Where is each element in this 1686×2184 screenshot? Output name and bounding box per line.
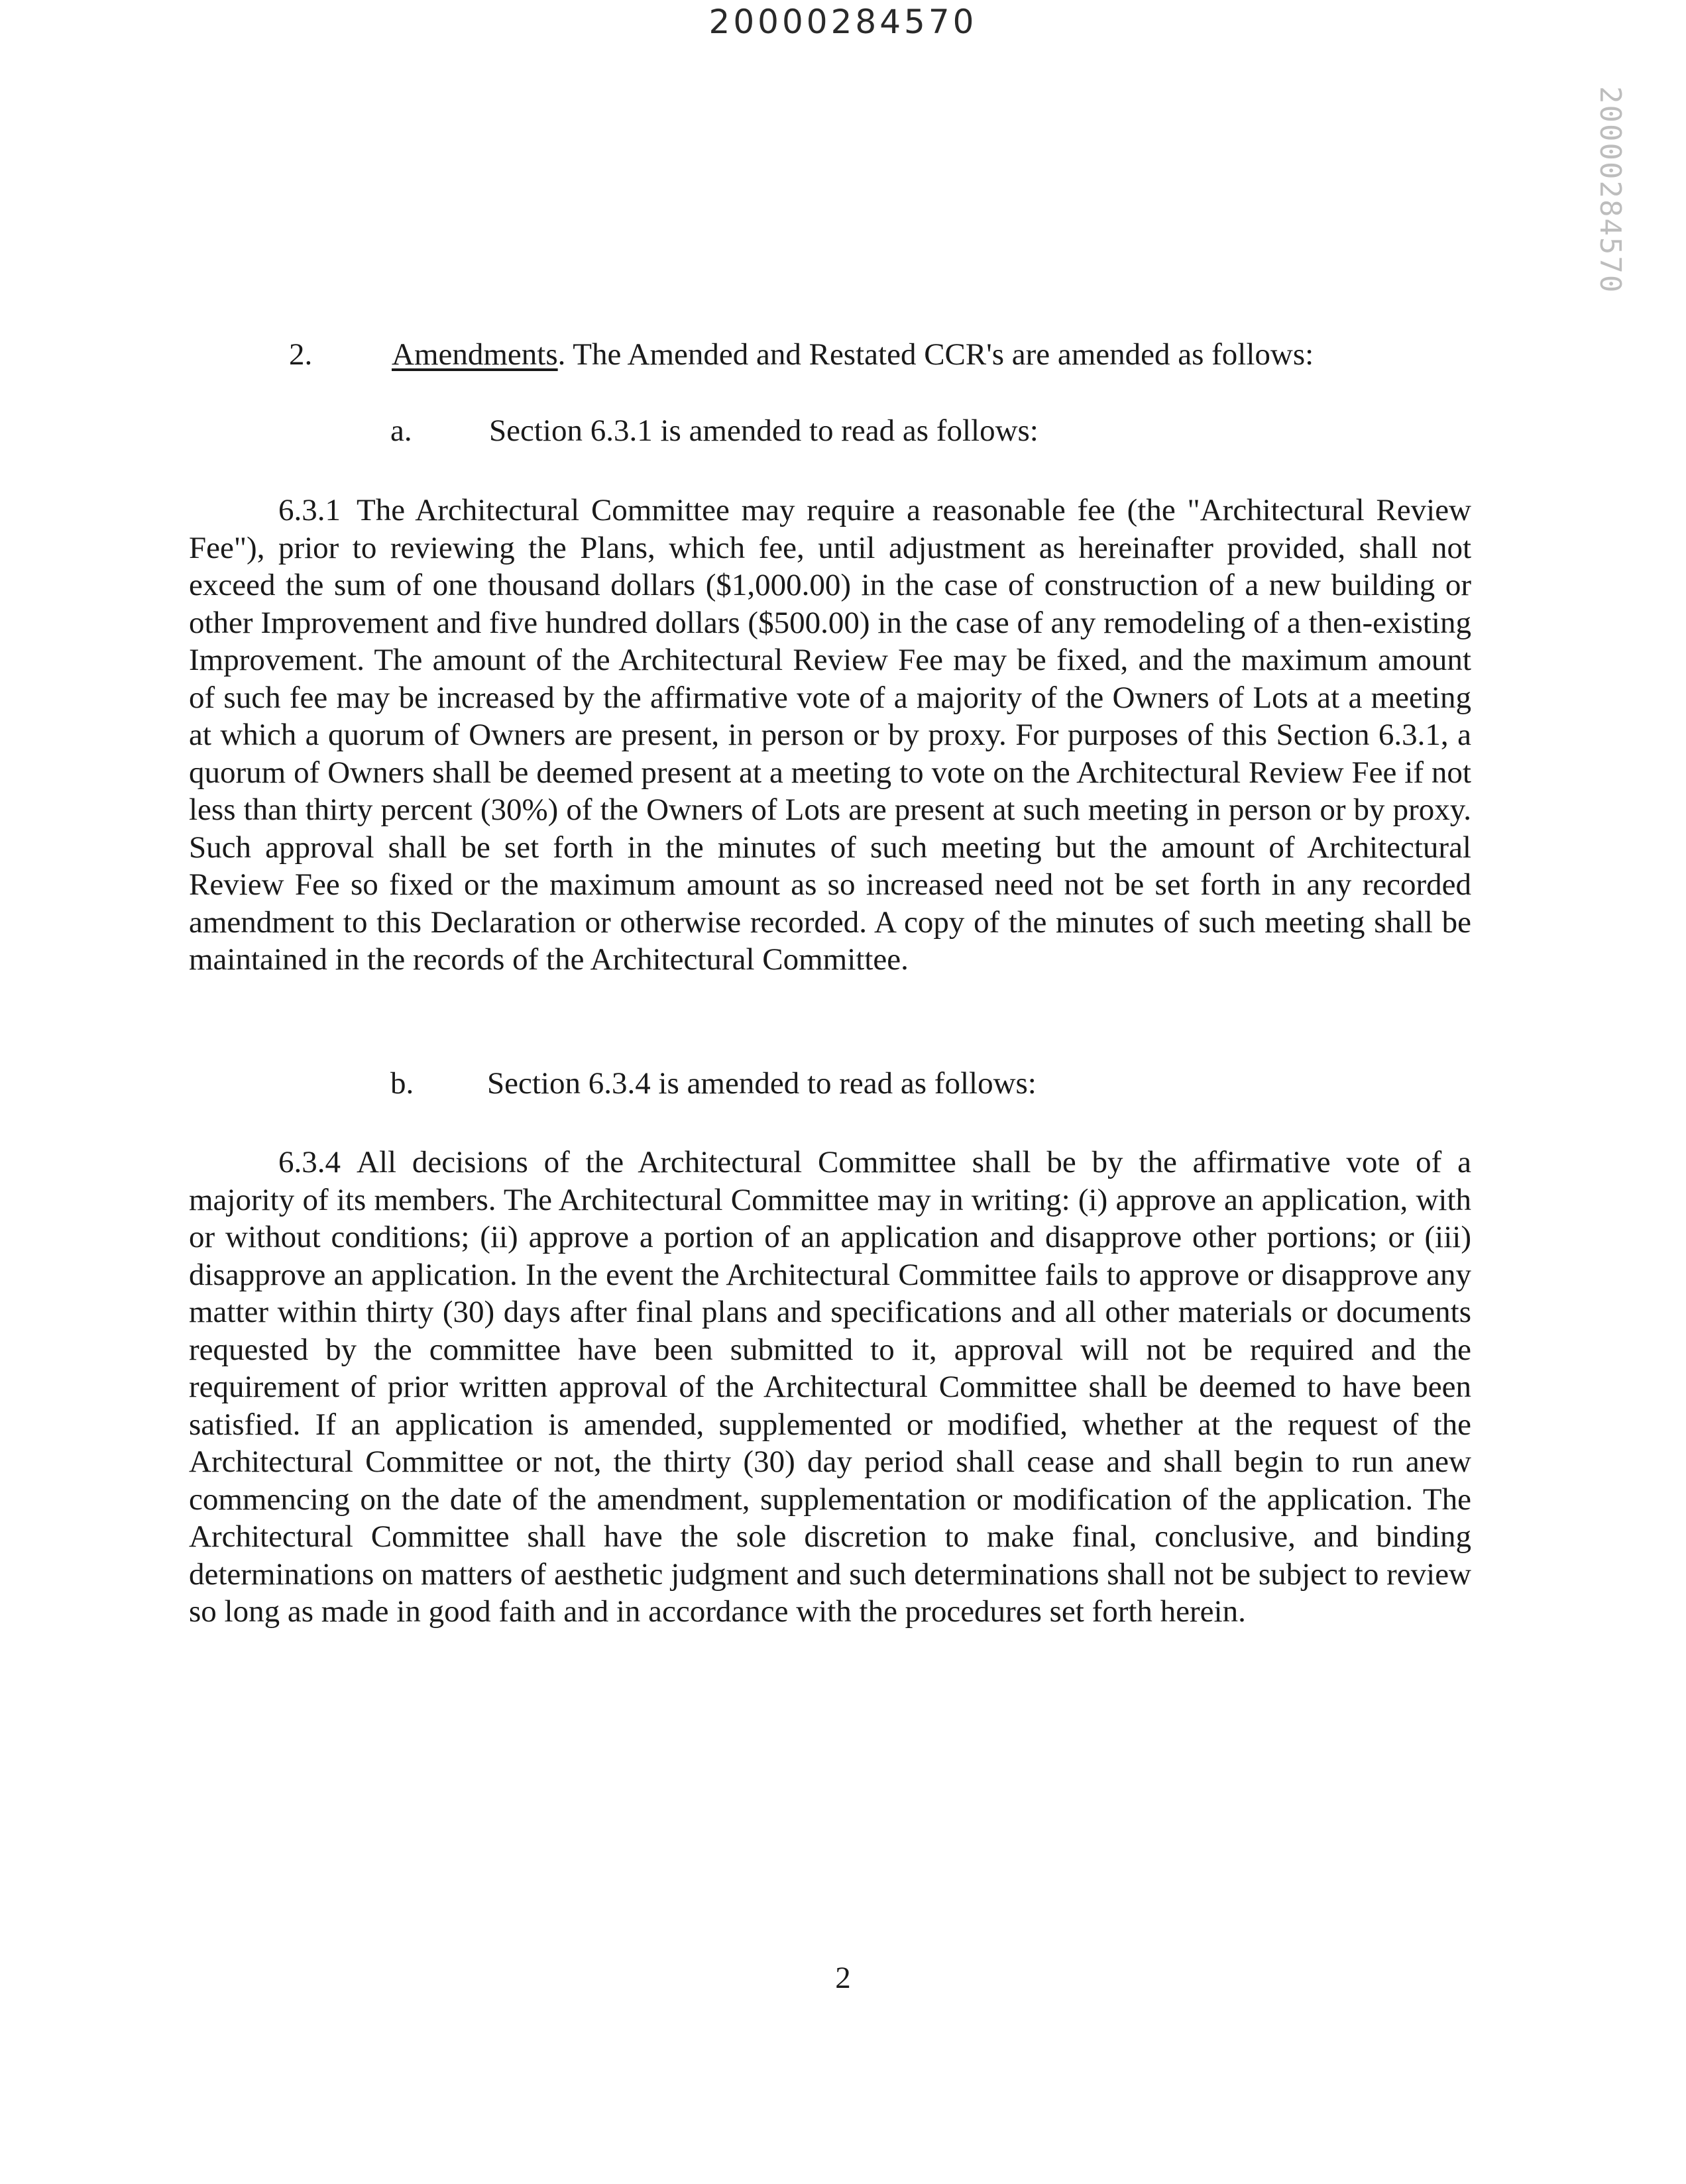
item-b-text: Section 6.3.4 is amended to read as follows:	[487, 1066, 1037, 1101]
item-b-letter: b.	[390, 1066, 414, 1101]
section-2-heading	[392, 339, 1314, 370]
section-2-intro: . The Amended and Restated CCR's are amended as follows:	[557, 337, 1314, 372]
item-a-letter: a.	[390, 413, 412, 448]
document-number: 20000284570	[708, 3, 978, 41]
page-number: 2	[835, 1961, 851, 1995]
paragraph-6-3-1	[189, 492, 1471, 979]
item-a-text: Section 6.3.1 is amended to read as follows:	[489, 413, 1039, 448]
paragraph-6-3-1-number: 6.3.1	[278, 493, 341, 527]
side-stamp: 20000284570	[1593, 86, 1627, 294]
section-2-title: Amendments	[392, 337, 558, 372]
paragraph-6-3-4	[189, 1144, 1471, 1631]
paragraph-6-3-1-text: The Architectural Committee may require a reasonable fee (the "Architectural Review Fee"), prior to reviewing the Plans, which fee, until adjustment as hereinafter provided, shall not exceed the sum of one thousand dollars ($1,000.00) in the case of construction of a new building or other Improvement and five hundred dollars ($500.00) in the case of any remodeling of a then-existing Improvement. The amount of the Architectural Review Fee may be fixed, and the maximum amount of such fee may be increased by the affirmative vote of a majority of the Owners of Lots at a meeting at which a quorum of Owners are present, in person or by proxy. For purposes of this Section 6.3.1, a quorum of Owners shall be deemed present at a meeting to vote on the Architectural Review Fee if not less than thirty percent (30%) of the Owners of Lots are present at such meeting in person or by proxy. Such approval shall be set forth in the minutes of such meeting but the amount of Architectural Review Fee so fixed or the maximum amount as so increased need not be set forth in any recorded amendment to this Declaration or otherwise recorded. A copy of the minutes of such meeting shall be maintained in the records of the Architectural Committee.	[189, 493, 1471, 977]
paragraph-6-3-4-text: All decisions of the Architectural Committee shall be by the affirmative vote of a majority of its members. The Architectural Committee may in writing: (i) approve an application, with or without conditions; (ii) approve a portion of an application and disapprove other portions; or (iii) disapprove an application. In the event the Architectural Committee fails to approve or disapprove any matter within thirty (30) days after final plans and specifications and all other materials or documents requested by the committee have been submitted to it, approval will not be required and the requirement of prior written approval of the Architectural Committee shall be deemed to have been satisfied. If an application is amended, supplemented or modified, whether at the request of the Architectural Committee or not, the thirty (30) day period shall cease and shall begin to run anew commencing on the date of the amendment, supplementation or modification of the application. The Architectural Committee shall have the sole discretion to make final, conclusive, and binding determinations on matters of aesthetic judgment and such determinations shall not be subject to review so long as made in good faith and in accordance with the procedures set forth herein.	[189, 1145, 1471, 1629]
section-2-number: 2.	[289, 337, 313, 372]
paragraph-6-3-4-number: 6.3.4	[278, 1145, 341, 1179]
